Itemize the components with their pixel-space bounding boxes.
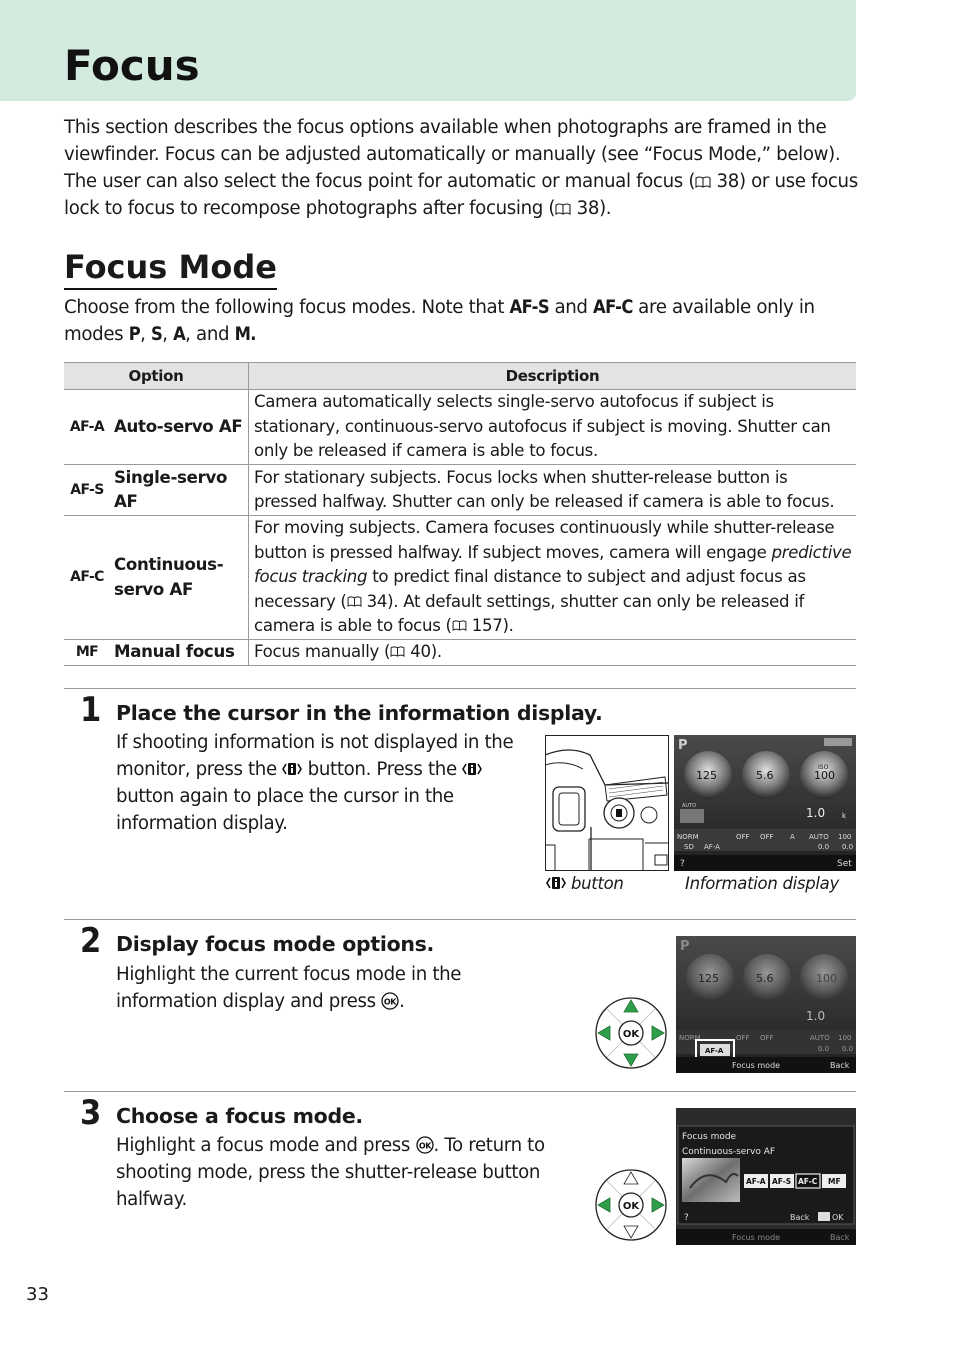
- option-name: Auto-servo AF: [110, 390, 249, 465]
- multi-selector-drawing: [594, 996, 668, 1070]
- option-name: Manual focus: [110, 640, 249, 666]
- lcd-aperture: 5.6: [756, 972, 774, 985]
- step-body: [116, 961, 556, 1015]
- caption-button: [546, 873, 624, 895]
- info-display-screen: [674, 735, 856, 871]
- desc-ref[interactable]: 40: [410, 642, 431, 662]
- caption-button-text: button: [570, 874, 624, 893]
- lcd-cell: 100: [838, 1034, 852, 1042]
- camera-back-illustration: [545, 735, 669, 871]
- desc-ref[interactable]: 157: [471, 616, 503, 636]
- table-row: [64, 390, 856, 465]
- desc-text: ).: [430, 642, 442, 662]
- multi-selector-illustration: [594, 1168, 668, 1242]
- lcd-cell: OFF: [760, 1034, 774, 1042]
- step-body: [116, 729, 528, 837]
- info-display-drawing: [674, 735, 856, 871]
- lcd-auto: AUTO: [682, 803, 697, 809]
- fm-mode-p: P: [128, 324, 141, 345]
- lcd-cell: A: [790, 833, 795, 841]
- lcd-cell: OFF: [736, 1034, 750, 1042]
- lcd-back: Back: [830, 1061, 850, 1070]
- option-name: Single-servo AF: [110, 465, 249, 516]
- option-code: AF-C: [64, 516, 110, 640]
- lcd-back: Back: [830, 1233, 850, 1242]
- lcd-focus-mode-label: Focus mode: [732, 1061, 781, 1070]
- book-icon: [347, 590, 362, 614]
- step-number: 3: [80, 1093, 102, 1133]
- menu-help: ?: [684, 1213, 689, 1223]
- lcd-cell: OFF: [736, 833, 750, 841]
- intro-text-3: ).: [599, 198, 612, 219]
- lcd-cell: AUTO: [809, 833, 829, 841]
- lcd-cell: OFF: [760, 833, 774, 841]
- focus-mode-menu-screen: [676, 1108, 856, 1245]
- fm-afc: AF-C: [593, 297, 633, 318]
- ok-label: OK: [622, 1029, 640, 1040]
- ok-label: OK: [622, 1201, 640, 1212]
- step-title: Choose a focus mode.: [116, 1104, 363, 1128]
- camera-back-drawing: [545, 735, 669, 871]
- menu-ok: OK: [832, 1213, 844, 1222]
- step-text: If shooting information is not displayed in the monitor, press the: [116, 732, 514, 780]
- multi-selector-drawing: [594, 1168, 668, 1242]
- menu-title: Focus mode: [682, 1132, 737, 1142]
- step-text: Highlight the current focus mode in the information display and press: [116, 964, 462, 1012]
- option-desc: For stationary subjects. Focus locks when shutter-release button is pressed halfway. Shutter can only be released if camera is able to focus.: [249, 465, 857, 516]
- fm-comma: ,: [140, 324, 152, 345]
- menu-option-selected[interactable]: AF-C: [798, 1177, 818, 1186]
- lcd-frames: 1.0: [806, 806, 826, 820]
- fm-mode-a: A: [173, 324, 186, 345]
- menu-back: Back: [790, 1213, 810, 1222]
- lcd-cell: 0.0: [842, 1045, 854, 1053]
- step-number: 2: [80, 921, 102, 961]
- desc-text: ). At default settings, shutter can only be released if camera is able to focus (: [254, 591, 805, 636]
- desc-ref[interactable]: 34: [366, 591, 388, 611]
- book-icon: [452, 614, 467, 638]
- lcd-mode: P: [680, 939, 690, 954]
- intro-paragraph: [64, 114, 858, 222]
- table-row: [64, 465, 856, 516]
- step-divider: [64, 1091, 856, 1092]
- fm-afs: AF-S: [509, 297, 550, 318]
- svg-text:OK: OK: [418, 1141, 431, 1151]
- step-text: . To return to shooting mode, press the shutter-release button halfway.: [116, 1135, 545, 1210]
- page-number: 33: [26, 1284, 49, 1305]
- lcd-cell: AUTO: [810, 1034, 830, 1042]
- menu-option[interactable]: MF: [828, 1177, 841, 1186]
- lcd-mode: P: [678, 738, 688, 753]
- caption-info-display: Information display: [685, 874, 839, 893]
- info-display-highlighted-screen: [676, 936, 856, 1073]
- book-icon: [390, 640, 405, 664]
- lcd-focus-mode-label: Focus mode: [732, 1233, 781, 1242]
- step-body: [116, 1132, 586, 1213]
- ok-button-icon: [416, 1132, 434, 1159]
- option-code: AF-S: [64, 465, 110, 516]
- fm-intro-b: and: [549, 297, 594, 318]
- fm-intro-d: , and: [185, 324, 235, 345]
- table-row: [64, 640, 856, 666]
- lcd-cell: 100: [838, 833, 852, 841]
- section-heading-focus-mode: Focus Mode: [64, 246, 277, 290]
- lcd-iso-value: 100: [816, 972, 837, 985]
- desc-italic: predictive focus tracking: [254, 542, 852, 587]
- option-code: MF: [64, 640, 110, 666]
- lcd-cell: NORM: [679, 1034, 701, 1042]
- step-text: button. Press the: [302, 759, 463, 780]
- lcd-cell: 0.0: [818, 1045, 830, 1053]
- info-button-icon: [282, 756, 302, 783]
- menu-option[interactable]: AF-A: [746, 1177, 766, 1186]
- intro-text-1: This section describes the focus options available when photographs are framed in the viewfinder. Focus can be adjusted automatically or manually (see “Focus Mode,” below). The user can also select the focus point for automatic or manual focus (: [64, 117, 841, 192]
- desc-text: For moving subjects. Camera focuses continuously while shutter-release button is pressed halfway. If subject moves, camera will engage: [254, 518, 835, 562]
- table-row: [64, 516, 856, 640]
- header-option: Option: [64, 363, 249, 390]
- fm-intro-a: Choose from the following focus modes. Note that: [64, 297, 510, 318]
- page-title: Focus: [64, 41, 200, 90]
- header-description: Description: [249, 363, 857, 390]
- desc-text: Focus manually (: [254, 642, 391, 662]
- ok-button-icon: [381, 988, 399, 1015]
- intro-text-2: ) or use focus lock to focus to recompose photographs after focusing (: [64, 171, 858, 219]
- book-icon: [695, 168, 711, 195]
- option-code: AF-A: [64, 390, 110, 465]
- lcd-af-highlight: AF-A: [705, 1047, 724, 1055]
- lcd-cell: AF-A: [704, 843, 720, 851]
- step-number: 1: [80, 690, 102, 730]
- step-title: Display focus mode options.: [116, 932, 435, 956]
- lcd-aperture: 5.6: [756, 769, 774, 782]
- lcd-cell: 0.0: [842, 843, 854, 851]
- option-desc: [249, 640, 857, 666]
- lcd-cell: SD: [684, 843, 694, 851]
- lcd-frames-unit: k: [842, 812, 847, 820]
- option-name: Continuous-servo AF: [110, 516, 249, 640]
- menu-subtitle: Continuous-servo AF: [682, 1147, 776, 1157]
- multi-selector-illustration: [594, 996, 668, 1070]
- step-text: button again to place the cursor in the information display.: [116, 786, 454, 834]
- desc-text: to predict final distance to subject and adjust focus as necessary (: [254, 567, 806, 611]
- focus-mode-table: [64, 362, 856, 666]
- lcd-iso-label: ISO: [818, 764, 829, 771]
- lcd-help: ?: [680, 859, 685, 869]
- table-header-row: [64, 363, 856, 390]
- fm-intro-c: are available only in modes: [64, 297, 815, 345]
- book-icon: [555, 195, 571, 222]
- focus-mode-menu-drawing: [676, 1108, 856, 1245]
- step-divider: [64, 688, 856, 689]
- lcd-iso-value: 100: [814, 769, 835, 782]
- lcd-cell: NORM: [677, 833, 699, 841]
- fm-comma: ,: [162, 324, 174, 345]
- step-text: Highlight a focus mode and press: [116, 1135, 416, 1156]
- info-button-icon: [546, 873, 566, 895]
- option-desc: Camera automatically selects single-servo autofocus if subject is stationary, continuous-servo autofocus if subject is moving. Shutter can only be released if camera is able to focus.: [249, 390, 857, 465]
- lcd-frames: 1.0: [806, 1009, 826, 1023]
- step-divider: [64, 919, 856, 920]
- info-button-icon: [462, 756, 482, 783]
- lcd-cell: 0.0: [818, 843, 830, 851]
- step-text: .: [399, 991, 405, 1012]
- intro-ref-2[interactable]: 38: [576, 198, 600, 219]
- intro-ref-1[interactable]: 38: [716, 171, 739, 192]
- lcd-shutter: 125: [696, 769, 717, 782]
- focus-mode-intro: [64, 294, 858, 348]
- menu-option[interactable]: AF-S: [772, 1177, 792, 1186]
- fm-mode-s: S: [151, 324, 163, 345]
- option-desc: [249, 516, 857, 640]
- step-title: Place the cursor in the information display.: [116, 701, 603, 725]
- lcd-set: Set: [837, 859, 852, 869]
- fm-mode-m: M.: [234, 324, 256, 345]
- info-display-highlight-drawing: [676, 936, 856, 1073]
- desc-text: ).: [502, 616, 514, 636]
- svg-text:OK: OK: [384, 997, 397, 1007]
- lcd-shutter: 125: [698, 972, 719, 985]
